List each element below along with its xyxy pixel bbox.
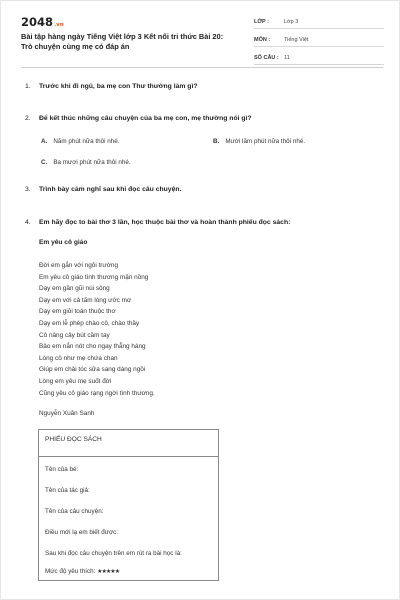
poem-line: Cũng yêu cô giáo rạng ngời tình thương. bbox=[39, 389, 155, 397]
option-c[interactable]: C. Ba mươi phút nữa thôi nhé. bbox=[41, 159, 131, 166]
poem-line: Dạy em giỏi toán thuộc thơ bbox=[39, 308, 116, 316]
poem-body bbox=[39, 260, 155, 399]
option-a[interactable]: A. Năm phút nữa thôi nhé. bbox=[41, 138, 120, 145]
poem-line: Đời em gắn với ngôi trường bbox=[39, 262, 119, 269]
poem-line: Dạy em với cả tấm lòng ước mơ bbox=[39, 296, 132, 304]
poem-line: Lòng em yêu mẹ suốt đời bbox=[39, 377, 112, 385]
site-logo[interactable]: 2048.vn bbox=[21, 15, 64, 29]
poem-line: Dạy em gần gũi núi sông bbox=[39, 285, 110, 293]
poem-line: Em yêu cô giáo tình thương mặn nồng bbox=[39, 273, 149, 281]
reading-sheet bbox=[38, 429, 219, 581]
question-4: 4. Em hãy đọc to bài thơ 3 lần, học thuộc bài thơ và hoàn thành phiếu đọc sách: bbox=[25, 219, 291, 226]
poem-author: Nguyễn Xuân Sanh bbox=[39, 410, 95, 417]
poem-line: Lòng cô như mẹ chứa chan bbox=[39, 354, 118, 362]
poem-title: Em yêu cô giáo bbox=[39, 239, 88, 246]
field-favorite-level[interactable]: Mức độ yêu thích: ★★★★★ bbox=[45, 568, 120, 575]
poem-line: Bảo em nắn nót cho ngay thẳng hàng bbox=[39, 343, 146, 351]
field-new-thing-learned[interactable]: Điều mới lạ em biết được: bbox=[45, 529, 119, 536]
meta-row-class: LỚP : Lớp 3 bbox=[254, 15, 384, 29]
rating-stars-icon[interactable]: ★★★★★ bbox=[97, 568, 120, 575]
question-1: 1. Trước khi đi ngủ, ba mẹ con Thư thường làm gì? bbox=[25, 83, 198, 90]
poem-line: Cô nâng cây bút cầm tay bbox=[39, 331, 110, 339]
reading-sheet-title: PHIẾU ĐỌC SÁCH bbox=[39, 430, 218, 457]
meta-row-question-count: SỐ CÂU : 11 bbox=[254, 51, 384, 65]
field-lesson-learned[interactable]: Sau khi đọc câu chuyện trên em rút ra bài học là: bbox=[45, 550, 182, 557]
question-2: 2. Để kết thúc những câu chuyện của ba mẹ con, mẹ thường nói gì? bbox=[25, 115, 252, 122]
field-author-name[interactable]: Tên của tác giả: bbox=[45, 487, 90, 494]
question-3: 3. Trình bày cảm nghĩ sau khi đọc câu chuyện. bbox=[25, 186, 182, 193]
field-story-name[interactable]: Tên của câu chuyện: bbox=[45, 508, 104, 515]
document-title: Bài tập hàng ngày Tiếng Việt lớp 3 Kết nối tri thức Bài 20: Trò chuyện cùng mẹ có đáp án bbox=[21, 32, 224, 51]
option-b[interactable]: B. Mười lăm phút nữa thôi nhé. bbox=[213, 138, 306, 145]
poem-line: Giúp em chải tóc sửa sang dáng ngồi bbox=[39, 366, 146, 374]
field-child-name[interactable]: Tên của bé: bbox=[45, 466, 79, 473]
worksheet-header bbox=[21, 15, 383, 63]
header-divider bbox=[21, 67, 383, 68]
meta-row-subject: MÔN : Tiếng Việt bbox=[254, 33, 384, 47]
meta-info-box bbox=[254, 15, 384, 65]
poem-line: Dạy em lễ phép chào cô, chào thầy bbox=[39, 319, 140, 327]
